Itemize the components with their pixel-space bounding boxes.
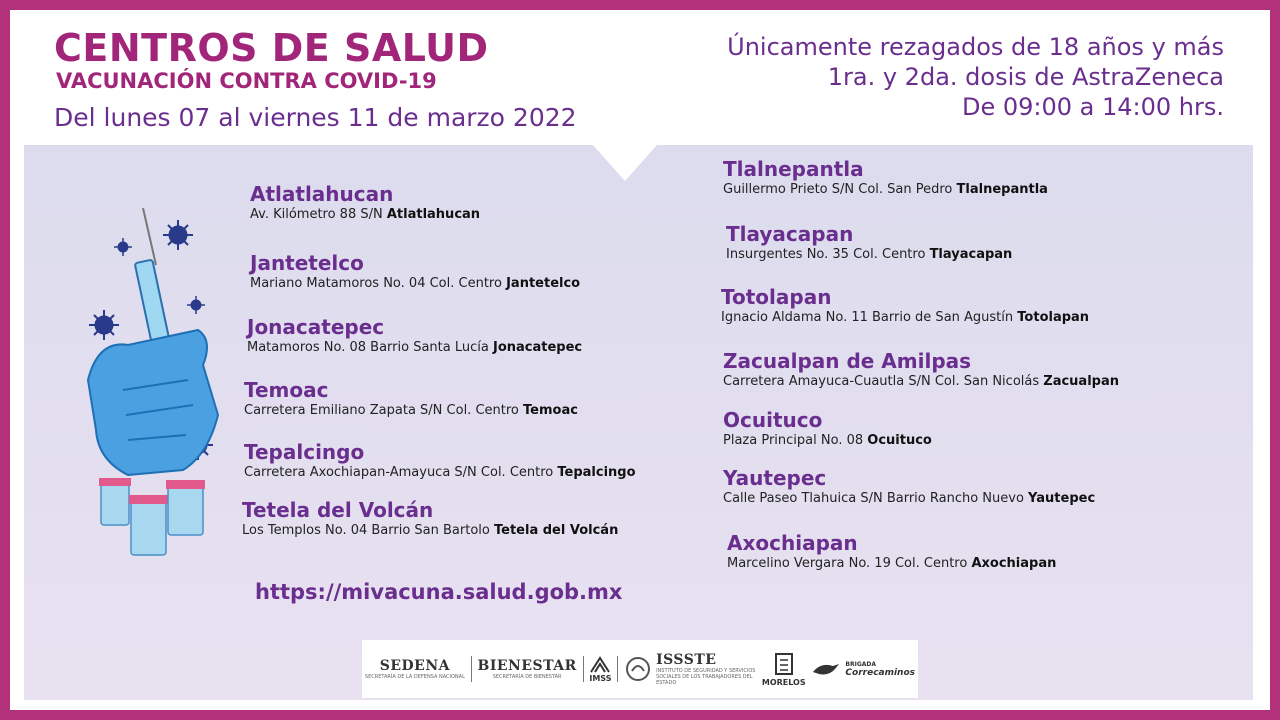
site-atlatlahucan (250, 182, 480, 224)
site-name: Tlayacapan (726, 222, 854, 246)
site-name: Zacualpan de Amilpas (723, 349, 972, 373)
site-address: Plaza Principal No. 08 Ocuituco (723, 433, 932, 448)
site-address: Mariano Matamoros No. 04 Col. Centro Jantetelco (250, 276, 581, 291)
eligibility-text: Únicamente rezagados de 18 años y más (727, 33, 1224, 61)
divider (583, 656, 584, 682)
site-totolapan (721, 285, 1089, 327)
site-name: Yautepec (723, 466, 827, 490)
panel-notch (593, 145, 657, 181)
morelos-coat-icon (773, 652, 795, 678)
site-address: Matamoros No. 08 Barrio Santa Lucía Jonacatepec (247, 340, 583, 355)
site-temoac (244, 378, 578, 420)
divider (617, 656, 618, 682)
site-jonacatepec (247, 315, 582, 357)
roadrunner-icon (811, 660, 841, 678)
site-ocuituco (723, 408, 932, 450)
site-yautepec (723, 466, 1095, 508)
page-title: CENTROS DE SALUD (54, 26, 489, 70)
virus-icon (187, 296, 205, 314)
site-tlalnepantla (723, 157, 1048, 199)
site-tepalcingo (244, 440, 636, 482)
site-tetela-del-volcan (242, 498, 618, 540)
sedena-logo: SEDENA SECRETARÍA DE LA DEFENSA NACIONAL (364, 658, 465, 680)
site-name: Tlalnepantla (723, 157, 864, 181)
virus-icon (89, 310, 119, 340)
virus-icon (114, 238, 132, 256)
vaccine-vials-icon (99, 478, 205, 555)
site-address: Carretera Axochiapan-Amayuca S/N Col. Centro Tepalcingo (244, 465, 636, 480)
institution-logos (362, 640, 918, 698)
site-address: Los Templos No. 04 Barrio San Bartolo Tetela del Volcán (242, 523, 619, 538)
gloved-hand-icon (88, 330, 218, 475)
site-address: Av. Kilómetro 88 S/N Atlatlahucan (250, 207, 481, 222)
site-name: Tetela del Volcán (242, 498, 434, 522)
site-address: Calle Paseo Tlahuica S/N Barrio Rancho Nuevo Yautepec (723, 491, 1096, 506)
date-range: Del lunes 07 al viernes 11 de marzo 2022 (54, 103, 577, 132)
site-name: Temoac (244, 378, 329, 402)
site-name: Totolapan (721, 285, 832, 309)
poster (10, 10, 1270, 710)
site-name: Atlatlahucan (250, 182, 394, 206)
site-address: Carretera Amayuca-Cuautla S/N Col. San Nicolás Zacualpan (723, 374, 1119, 389)
bienestar-logo: BIENESTAR SECRETARÍA DE BIENESTAR (477, 658, 577, 680)
registration-link[interactable]: https://mivacuna.salud.gob.mx (255, 580, 623, 604)
site-jantetelco (250, 251, 580, 293)
site-address: Guillermo Prieto S/N Col. San Pedro Tlalnepantla (723, 182, 1048, 197)
site-name: Jantetelco (250, 251, 364, 275)
site-name: Tepalcingo (244, 440, 365, 464)
issste-emblem-icon (624, 655, 652, 683)
site-address: Carretera Emiliano Zapata S/N Col. Centro Temoac (244, 403, 578, 418)
issste-logo: ISSSTE INSTITUTO DE SEGURIDAD Y SERVICIOS SOCIALES DE LOS TRABAJADORES DEL ESTADO (624, 652, 756, 686)
site-address: Insurgentes No. 35 Col. Centro Tlayacapan (726, 247, 1013, 262)
site-name: Jonacatepec (247, 315, 385, 339)
site-axochiapan (727, 531, 1056, 573)
site-address: Ignacio Aldama No. 11 Barrio de San Agustín Totolapan (721, 310, 1090, 325)
schedule-text: De 09:00 a 14:00 hrs. (961, 93, 1224, 121)
site-tlayacapan (726, 222, 1012, 264)
imss-logo: IMSS (589, 656, 611, 683)
site-name: Ocuituco (723, 408, 823, 432)
vaccine-illustration (68, 190, 228, 565)
site-zacualpan-de-amilpas (723, 349, 1119, 391)
imss-emblem-icon (589, 656, 611, 674)
page-subtitle: VACUNACIÓN CONTRA COVID-19 (56, 69, 437, 93)
brigada-correcaminos-logo: BRIGADA Correcaminos (811, 660, 915, 678)
morelos-logo: MORELOS (762, 652, 806, 687)
site-name: Axochiapan (727, 531, 858, 555)
divider (471, 656, 472, 682)
dose-text: 1ra. y 2da. dosis de AstraZeneca (827, 63, 1224, 91)
virus-icon (163, 220, 193, 250)
site-address: Marcelino Vergara No. 19 Col. Centro Axochiapan (727, 556, 1057, 571)
